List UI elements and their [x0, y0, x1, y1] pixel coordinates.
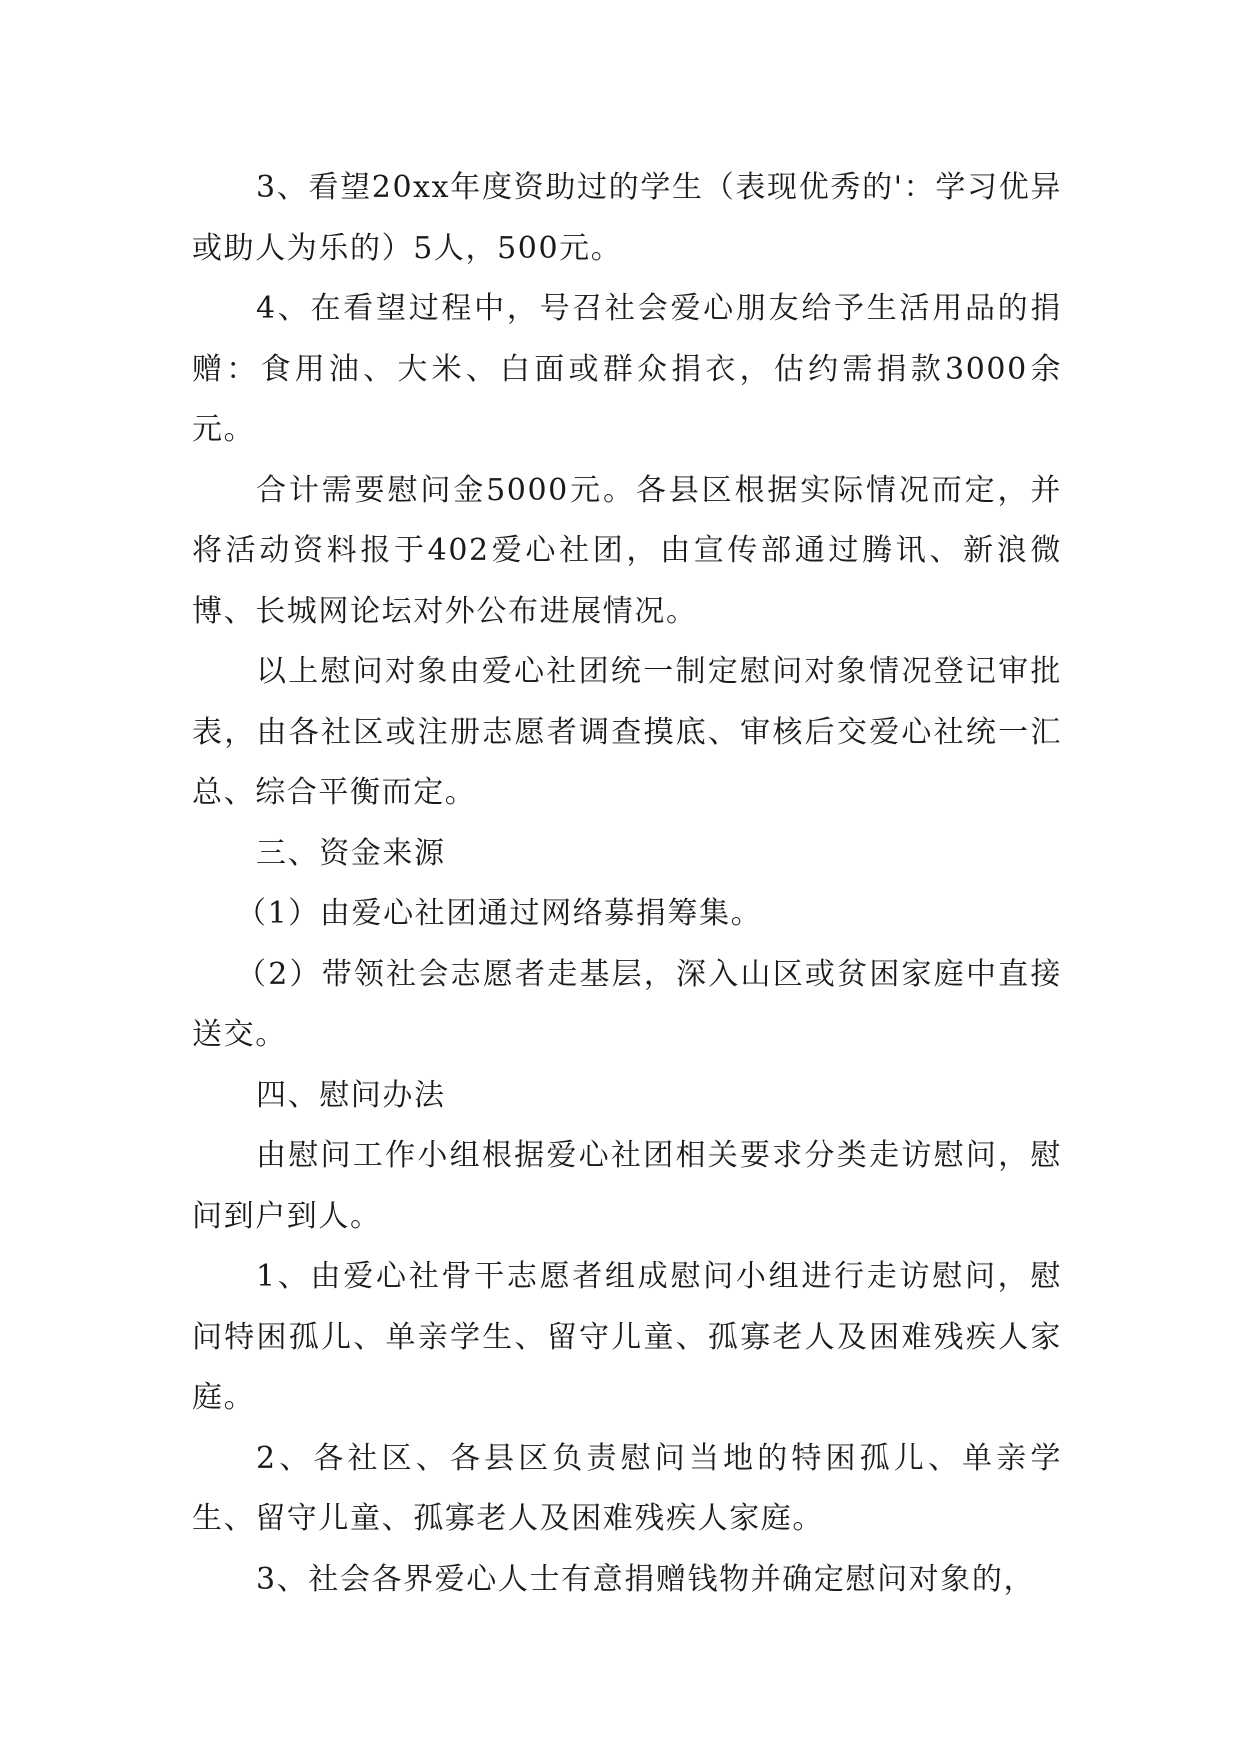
paragraph-item-4: 4、在看望过程中，号召社会爱心朋友给予生活用品的捐赠：食用油、大米、白面或群众捐衣，估约需捐款3000余元。 [192, 291, 1062, 447]
paragraph-funding-2: （2）带领社会志愿者走基层，深入山区或贫困家庭中直接送交。 [192, 956, 1062, 1052]
paragraph-visit-3: 3、社会各界爱心人士有意捐赠钱物并确定慰问对象的， [256, 1561, 1036, 1597]
paragraph-visit-1: 1、由爱心社骨干志愿者组成慰问小组进行走访慰问，慰问特困孤儿、单亲学生、留守儿童、孤寡老人及困难残疾人家庭。 [192, 1259, 1062, 1415]
paragraph-registration: 以上慰问对象由爱心社团统一制定慰问对象情况登记审批表，由各社区或注册志愿者调查摸底、审核后交爱心社统一汇总、综合平衡而定。 [192, 654, 1062, 810]
paragraph-funding-1: （1）由爱心社团通过网络募捐筹集。 [236, 896, 763, 931]
paragraph-total-funds: 合计需要慰问金5000元。各县区根据实际情况而定，并将活动资料报于402爱心社团，由宣传部通过腾讯、新浪微博、长城网论坛对外公布进展情况。 [192, 472, 1062, 629]
document-body [192, 158, 1062, 1610]
paragraph-visit-intro: 由慰问工作小组根据爱心社团相关要求分类走访慰问，慰问到户到人。 [192, 1138, 1062, 1234]
paragraph-visit-2: 2、各社区、各县区负责慰问当地的特困孤儿、单亲学生、留守儿童、孤寡老人及困难残疾人家庭。 [192, 1440, 1062, 1536]
section-heading-funding-source: 三、资金来源 [256, 835, 446, 871]
section-heading-visit-method: 四、慰问办法 [256, 1077, 446, 1113]
paragraph-item-3: 3、看望20xx年度资助过的学生（表现优秀的'：学习优异或助人为乐的）5人，500元。 [192, 170, 1062, 266]
